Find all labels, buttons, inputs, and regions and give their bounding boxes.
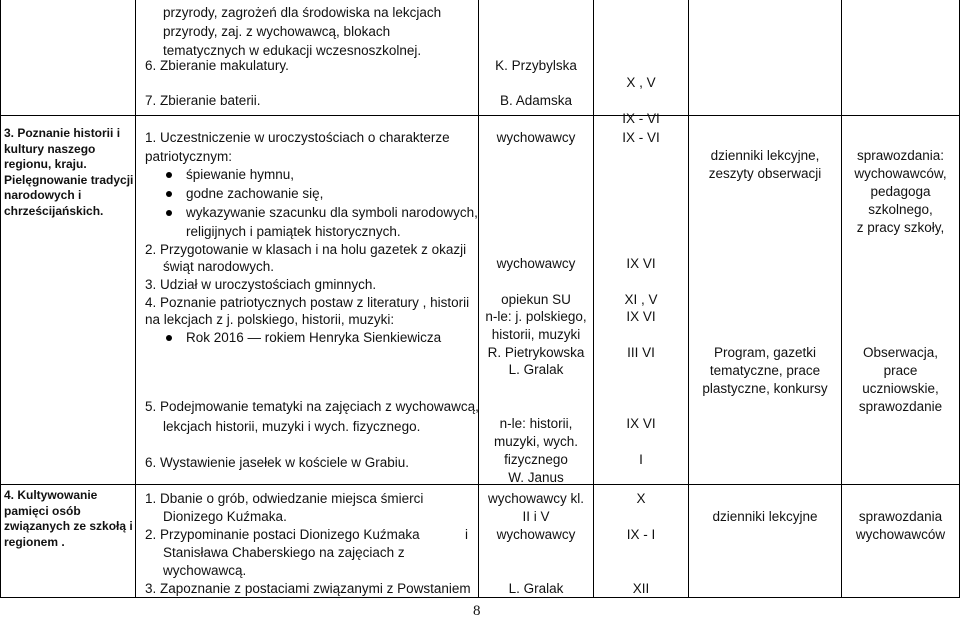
- bullet-icon: [166, 172, 172, 178]
- page-number: 8: [473, 603, 481, 619]
- table-border-left: [0, 0, 1, 598]
- table-divider-1: [135, 0, 136, 598]
- bullet-icon: [166, 335, 172, 341]
- bullet-icon: [166, 191, 172, 197]
- row-separator-1: [0, 115, 960, 116]
- bullet-icon: [166, 210, 172, 216]
